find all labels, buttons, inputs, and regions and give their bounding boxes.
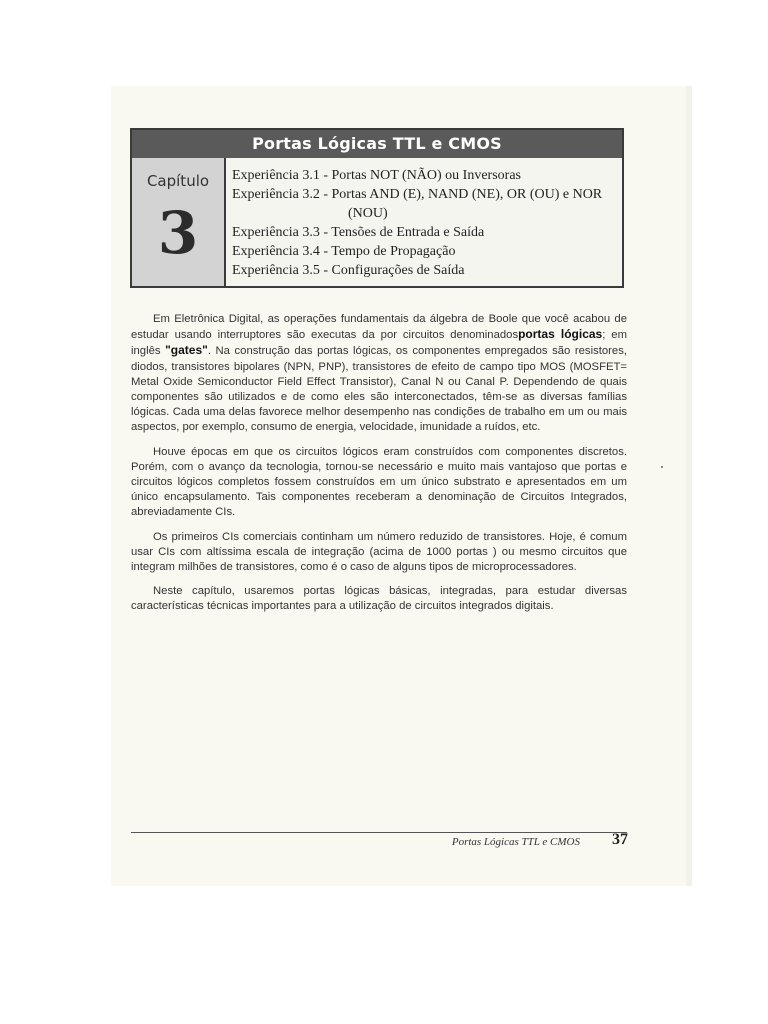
page-number: 37 [612, 831, 628, 848]
experiment-item: Experiência 3.3 - Tensões de Entrada e Saída [232, 225, 485, 240]
experiment-item: Experiência 3.4 - Tempo de Propagação [232, 244, 456, 259]
experiment-item-continuation: (NOU) [348, 206, 388, 221]
experiment-item: Experiência 3.2 - Portas AND (E), NAND (NE), OR (OU) e NOR [232, 187, 603, 202]
chapter-banner [130, 128, 624, 288]
bold-term: "gates" [165, 343, 208, 358]
body-text [131, 312, 627, 624]
paragraph-intro [131, 312, 627, 436]
scan-speck [661, 466, 663, 468]
paragraph-text: Em Eletrônica Digital, as operações fundamentais da álgebra de Boole que você acabou de estudar usando interruptores são executas da por circuitos denominados [131, 313, 627, 342]
paragraph-text: ; em inglês [131, 329, 627, 358]
paragraph-history: Houve épocas em que os circuitos lógicos eram construídos com componentes discretos. Porém, com o avanço da tecnologia, tornou-se necessário e muito mais vantajoso que portas e circuitos lógicos completos fossem construídos em um único substrato e apresentados em um único encapsulamento. Tais componentes receberam a denominação de Circuitos Integrados, abreviadamente CIs. [131, 445, 627, 519]
paragraph-text: . Na construção das portas lógicas, os componentes empregados são resistores, diodos, transistores bipolares (NPN, PNP), transistores de efeito de campo tipo MOS (MOSFET= Metal Oxide Semiconductor Field Effect Transistor), Canal N ou Canal P. Dependendo de quais componentes são utilizados e de como eles são interconectados, têm-se as diversas famílias lógicas. Cada uma delas favorece melhor desempenho nas condições de trabalho em um ou mais aspectos, por exemplo, consumo de energia, velocidade, imunidade a ruídos, etc. [131, 345, 627, 434]
page-edge-shadow [686, 86, 692, 886]
chapter-number: 3 [157, 199, 199, 267]
experiment-list [232, 166, 616, 280]
running-footer: Portas Lógicas TTL e CMOS [451, 836, 580, 848]
paragraph-integration: Os primeiros CIs comerciais continham um número reduzido de transistores. Hoje, é comum usar CIs com altíssima escala de integração (acima de 1000 portas ) ou mesmo circuitos que integram milhões de transistores, como é o caso de alguns tipos de microprocessadores. [131, 530, 627, 574]
chapter-label: Capítulo [146, 172, 210, 190]
paragraph-chapter-scope: Neste capítulo, usaremos portas lógicas básicas, integradas, para estudar diversas características técnicas importantes para a utilização de circuitos integrados digitais. [131, 585, 627, 613]
experiment-item: Experiência 3.1 - Portas NOT (NÃO) ou Inversoras [232, 168, 521, 183]
footer-rule [131, 832, 627, 833]
bold-term: portas lógicas [518, 327, 603, 342]
experiment-item: Experiência 3.5 - Configurações de Saída [232, 263, 465, 278]
chapter-title: Portas Lógicas TTL e CMOS [132, 130, 622, 158]
chapter-number-box [132, 158, 226, 286]
